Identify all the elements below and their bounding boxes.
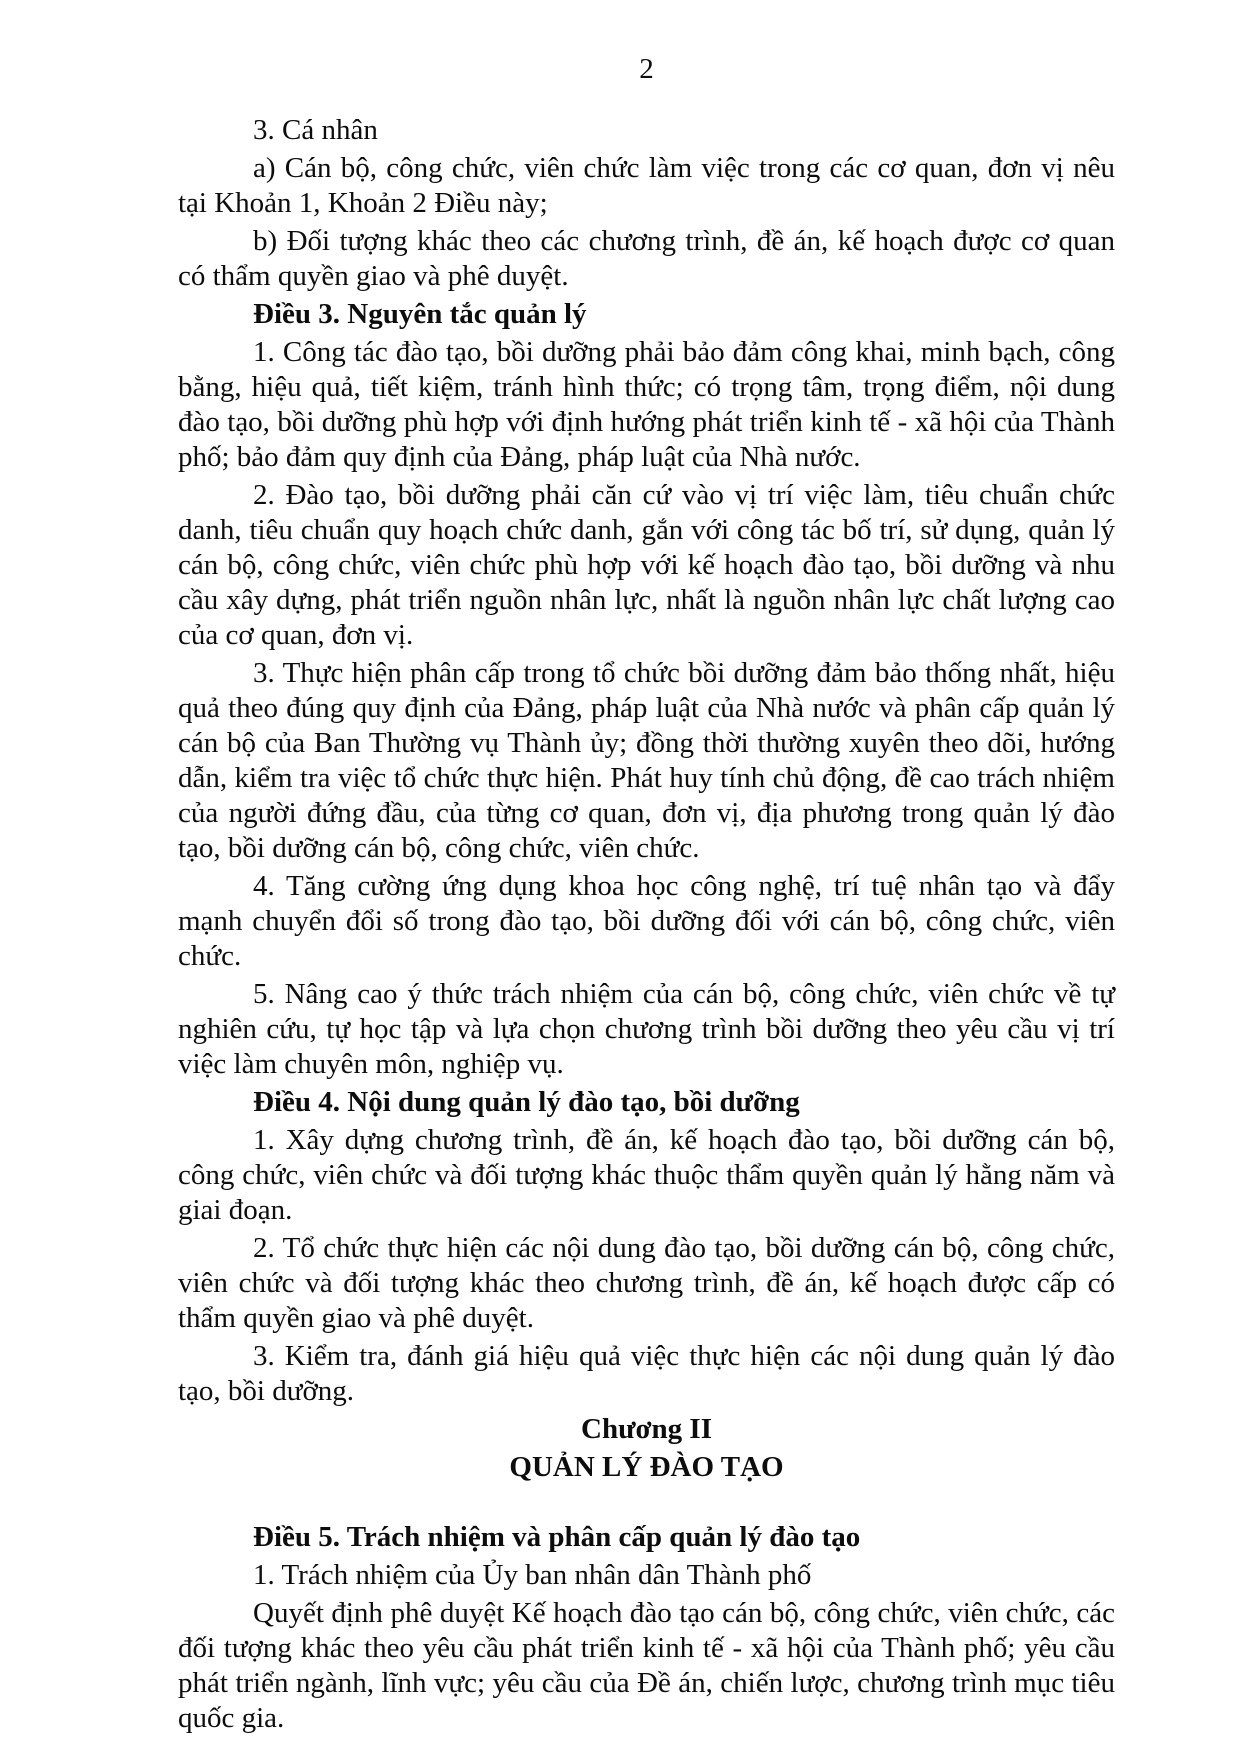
- article-heading: Điều 5. Trách nhiệm và phân cấp quản lý đào tạo: [253, 1521, 861, 1553]
- page-number: 2: [639, 53, 654, 85]
- paragraph: a) Cán bộ, công chức, viên chức làm việc trong các cơ quan, đơn vị nêu tại Khoản 1, Khoản 2 Điều này;: [178, 152, 1115, 219]
- paragraph: 5. Nâng cao ý thức trách nhiệm của cán bộ, công chức, viên chức về tự nghiên cứu, tự học tập và lựa chọn chương trình bồi dưỡng theo yêu cầu vị trí việc làm chuyên môn, nghiệp vụ.: [178, 978, 1115, 1080]
- article-heading: Điều 4. Nội dung quản lý đào tạo, bồi dưỡng: [253, 1086, 800, 1118]
- paragraph: 2. Đào tạo, bồi dưỡng phải căn cứ vào vị trí việc làm, tiêu chuẩn chức danh, tiêu chuẩn quy hoạch chức danh, gắn với công tác bố trí, sử dụng, quản lý cán bộ, công chức, viên chức phù hợp với kế hoạch đào tạo, bồi dưỡng và nhu cầu xây dựng, phát triển nguồn nhân lực, nhất là nguồn nhân lực chất lượng cao của cơ quan, đơn vị.: [178, 479, 1115, 651]
- document-body: [178, 113, 1115, 1736]
- paragraph: 3. Thực hiện phân cấp trong tổ chức bồi dưỡng đảm bảo thống nhất, hiệu quả theo đúng quy định của Đảng, pháp luật của Nhà nước và phân cấp quản lý cán bộ của Ban Thường vụ Thành ủy; đồng thời thường xuyên theo dõi, hướng dẫn, kiểm tra việc tổ chức thực hiện. Phát huy tính chủ động, đề cao trách nhiệm của người đứng đầu, của từng cơ quan, đơn vị, địa phương trong quản lý đào tạo, bồi dưỡng cán bộ, công chức, viên chức.: [178, 657, 1115, 864]
- paragraph: 3. Kiểm tra, đánh giá hiệu quả việc thực hiện các nội dung quản lý đào tạo, bồi dưỡng.: [178, 1340, 1115, 1407]
- paragraph: 2. Tổ chức thực hiện các nội dung đào tạo, bồi dưỡng cán bộ, công chức, viên chức và đối tượng khác theo chương trình, đề án, kế hoạch được cấp có thẩm quyền giao và phê duyệt.: [178, 1232, 1115, 1334]
- chapter-number: Chương II: [581, 1413, 712, 1445]
- paragraph: Quyết định phê duyệt Kế hoạch đào tạo cán bộ, công chức, viên chức, các đối tượng khác theo yêu cầu phát triển kinh tế - xã hội của Thành phố; yêu cầu phát triển ngành, lĩnh vực; yêu cầu của Đề án, chiến lược, chương trình mục tiêu quốc gia.: [178, 1597, 1115, 1734]
- paragraph: 3. Cá nhân: [253, 114, 378, 146]
- paragraph: b) Đối tượng khác theo các chương trình, đề án, kế hoạch được cơ quan có thẩm quyền giao và phê duyệt.: [178, 225, 1115, 292]
- paragraph: 1. Trách nhiệm của Ủy ban nhân dân Thành phố: [253, 1559, 812, 1591]
- paragraph: 1. Xây dựng chương trình, đề án, kế hoạch đào tạo, bồi dưỡng cán bộ, công chức, viên chức và đối tượng khác thuộc thẩm quyền quản lý hằng năm và giai đoạn.: [178, 1124, 1115, 1226]
- paragraph: 1. Công tác đào tạo, bồi dưỡng phải bảo đảm công khai, minh bạch, công bằng, hiệu quả, tiết kiệm, tránh hình thức; có trọng tâm, trọng điểm, nội dung đào tạo, bồi dưỡng phù hợp với định hướng phát triển kinh tế - xã hội của Thành phố; bảo đảm quy định của Đảng, pháp luật của Nhà nước.: [178, 336, 1115, 473]
- chapter-title: QUẢN LÝ ĐÀO TẠO: [509, 1451, 784, 1483]
- article-heading: Điều 3. Nguyên tắc quản lý: [253, 298, 587, 330]
- paragraph: 4. Tăng cường ứng dụng khoa học công nghệ, trí tuệ nhân tạo và đẩy mạnh chuyển đổi số trong đào tạo, bồi dưỡng đối với cán bộ, công chức, viên chức.: [178, 870, 1115, 972]
